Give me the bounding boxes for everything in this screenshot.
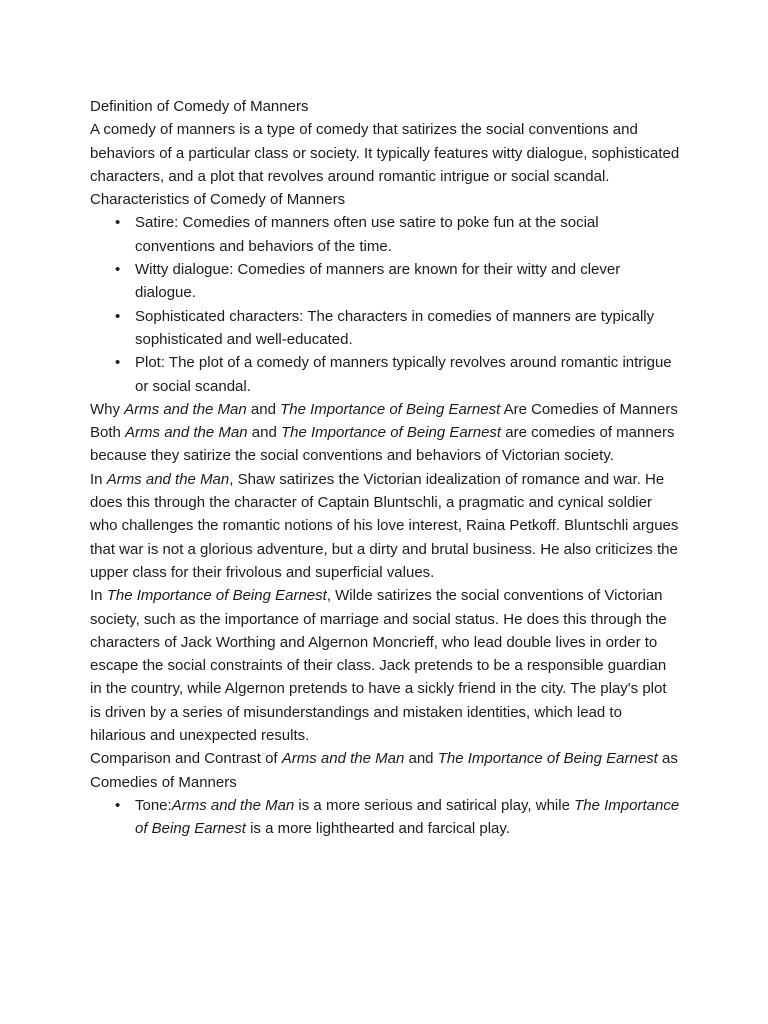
earnest-text: , Wilde satirizes the social conventions of Victorian society, such as the importance of marriage and social status. He does this through the characters of Jack Worthing and Algernon Moncrieff, who lead double lives in order to escape the social constraints of their class. Jack pretends to be a responsible guardian in the country, while Algernon pretends to have a sickly friend in the city. The play's plot is driven by a series of misunderstandings and mistaken identities, which lead to hilarious and unexpected results. [90, 587, 667, 745]
play-title: Arms and the Man [171, 796, 295, 814]
play-title: The Importance of Being Earnest [437, 750, 658, 768]
play-title: The Importance of Being Earnest [106, 587, 327, 605]
arms-text: , Shaw satirizes the Victorian idealization of romance and war. He does this through the character of Captain Bluntschli, a pragmatic and cynical soldier who challenges the romantic notions of his love interest, Raina Petkoff. Bluntschli argues that war is not a glorious adventure, but a dirty and brutal business. He also criticizes the upper class for their frivolous and superficial values. [90, 470, 679, 581]
both-paragraph [90, 421, 680, 468]
comparison-suffix: as Comedies of Manners [90, 750, 678, 791]
both-prefix: Both [90, 424, 126, 442]
comparison-and: and [404, 750, 438, 768]
play-title: The Importance of Being Earnest [280, 424, 502, 442]
why-suffix: Are Comedies of Manners [500, 400, 678, 418]
item-end: is a more lighthearted and farcical play. [245, 820, 510, 838]
play-title: Arms and the Man [124, 400, 247, 418]
list-item: • Satire: Comedies of manners often use satire to poke fun at the social conventions and behaviors of the time. [135, 211, 680, 258]
both-suffix: are comedies of manners because they satirize the social conventions and behaviors of Victorian society. [90, 424, 675, 465]
item-lead: Tone: [135, 796, 172, 814]
characteristics-list [90, 211, 680, 397]
document-page [90, 95, 680, 841]
play-title: Arms and the Man [281, 750, 405, 768]
arms-paragraph [90, 468, 680, 584]
list-item: • Plot: The plot of a comedy of manners typically revolves around romantic intrigue or social scandal. [135, 351, 680, 398]
play-title: The Importance of Being Earnest [280, 400, 501, 418]
heading-why [90, 398, 680, 421]
why-prefix: Why [90, 400, 125, 418]
both-and: and [247, 424, 281, 442]
why-and: and [246, 400, 281, 418]
list-item [135, 794, 680, 841]
heading-characteristics: Characteristics of Comedy of Manners [90, 191, 346, 209]
play-title: Arms and the Man [106, 470, 230, 488]
earnest-prefix: In [90, 587, 107, 605]
comparison-prefix: Comparison and Contrast of [90, 750, 282, 768]
arms-prefix: In [90, 470, 107, 488]
earnest-paragraph [90, 584, 680, 747]
heading-definition: Definition of Comedy of Manners [90, 98, 309, 115]
heading-comparison [90, 747, 680, 794]
list-item: • Sophisticated characters: The characters in comedies of manners are typically sophisticated and well-educated. [135, 305, 680, 352]
play-title: The Importance of Being Earnest [135, 796, 680, 838]
play-title: Arms and the Man [125, 424, 248, 442]
list-item: • Witty dialogue: Comedies of manners are known for their witty and clever dialogue. [135, 258, 680, 305]
item-middle: is a more serious and satirical play, while [294, 796, 575, 814]
comparison-list [90, 794, 680, 841]
definition-paragraph: A comedy of manners is a type of comedy that satirizes the social conventions and behaviors of a particular class or society. It typically features witty dialogue, sophisticated characters, and a plot that revolves around romantic intrigue or social scandal. [90, 121, 680, 185]
